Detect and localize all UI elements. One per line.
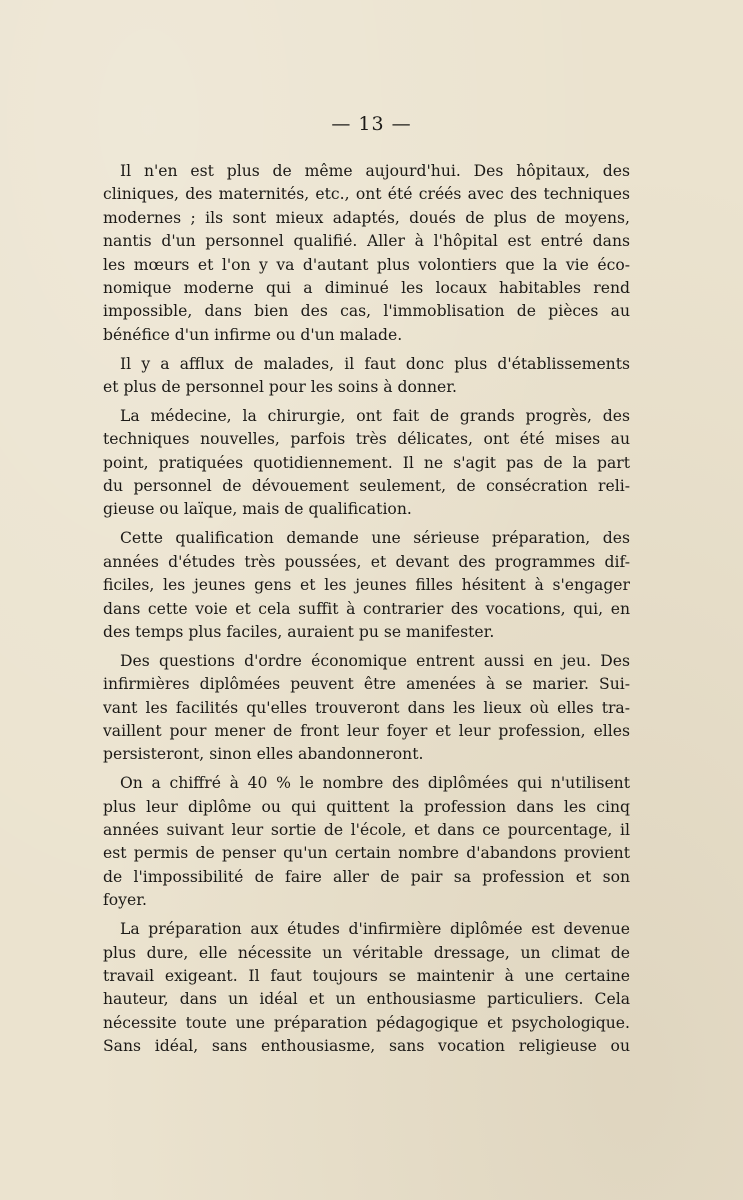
text-line: de l'impossibilité de faire aller de pair sa profession et son	[103, 867, 630, 886]
text-line: modernes ; ils sont mieux adaptés, doués de plus de moyens,	[103, 208, 630, 227]
text-line: La médecine, la chirurgie, ont fait de grands progrès, des	[120, 406, 630, 425]
text-line: cliniques, des maternités, etc., ont été créés avec des techniques	[103, 185, 630, 204]
paragraph	[103, 527, 630, 644]
text-line: nécessite toute une préparation pédagogique et psychologique.	[103, 1013, 630, 1032]
text-line: plus dure, elle nécessite un véritable dressage, un climat de	[103, 943, 630, 962]
page-number: — 13 —	[331, 113, 412, 135]
text-line: nantis d'un personnel qualifié. Aller à l'hôpital est entré dans	[103, 232, 630, 251]
paragraph	[103, 918, 630, 1058]
text-line: persisteront, sinon elles abandonneront.	[103, 745, 424, 764]
body-text	[103, 160, 630, 1064]
text-line: infirmières diplômées peuvent être amenées à se marier. Sui-	[103, 675, 630, 694]
paragraph	[103, 405, 630, 522]
text-line: impossible, dans bien des cas, l'immoblisation de pièces au	[103, 302, 630, 321]
text-line: nomique moderne qui a diminué les locaux habitables rend	[103, 278, 630, 297]
paragraph	[103, 160, 630, 347]
text-line: gieuse ou laïque, mais de qualification.	[103, 500, 412, 519]
text-line: Sans idéal, sans enthousiasme, sans vocation religieuse ou	[103, 1037, 630, 1056]
text-line: Il y a afflux de malades, il faut donc plus d'établissements	[120, 354, 630, 373]
text-line: vaillent pour mener de front leur foyer et leur profession, elles	[103, 721, 630, 740]
paragraph	[103, 650, 630, 767]
text-line: du personnel de dévouement seulement, de consécration reli-	[103, 477, 630, 496]
text-line: est permis de penser qu'un certain nombre d'abandons provient	[103, 844, 630, 863]
text-line: années suivant leur sortie de l'école, et dans ce pourcentage, il	[103, 821, 630, 840]
text-line: point, pratiquées quotidiennement. Il ne s'agit pas de la part	[103, 453, 630, 472]
text-line: vant les facilités qu'elles trouveront dans les lieux où elles tra-	[103, 698, 630, 717]
text-line: ficiles, les jeunes gens et les jeunes filles hésitent à s'engager	[103, 576, 630, 595]
text-line: techniques nouvelles, parfois très délicates, ont été mises au	[103, 430, 630, 449]
text-line: Il n'en est plus de même aujourd'hui. Des hôpitaux, des	[120, 162, 630, 180]
paragraph	[103, 353, 630, 400]
text-line: bénéfice d'un infirme ou d'un malade.	[103, 325, 403, 344]
text-line: années d'études très poussées, et devant des programmes dif-	[103, 552, 630, 571]
paragraph	[103, 772, 630, 912]
text-line: On a chiffré à 40 % le nombre des diplômées qui n'utilisent	[120, 774, 630, 793]
text-line: les mœurs et l'on y va d'autant plus volontiers que la vie éco-	[103, 255, 630, 274]
text-line: foyer.	[103, 891, 147, 910]
text-line: Des questions d'ordre économique entrent aussi en jeu. Des	[120, 651, 630, 670]
text-line: dans cette voie et cela suffit à contrarier des vocations, qui, en	[103, 599, 630, 618]
text-line: hauteur, dans un idéal et un enthousiasme particuliers. Cela	[103, 990, 630, 1009]
text-line: Cette qualification demande une sérieuse préparation, des	[120, 529, 630, 548]
text-line: et plus de personnel pour les soins à donner.	[103, 378, 457, 397]
text-line: des temps plus faciles, auraient pu se manifester.	[103, 622, 495, 641]
text-line: La préparation aux études d'infirmière diplômée est devenue	[120, 920, 630, 939]
text-line: plus leur diplôme ou qui quittent la profession dans les cinq	[103, 797, 630, 816]
text-line: travail exigeant. Il faut toujours se maintenir à une certaine	[103, 966, 630, 985]
